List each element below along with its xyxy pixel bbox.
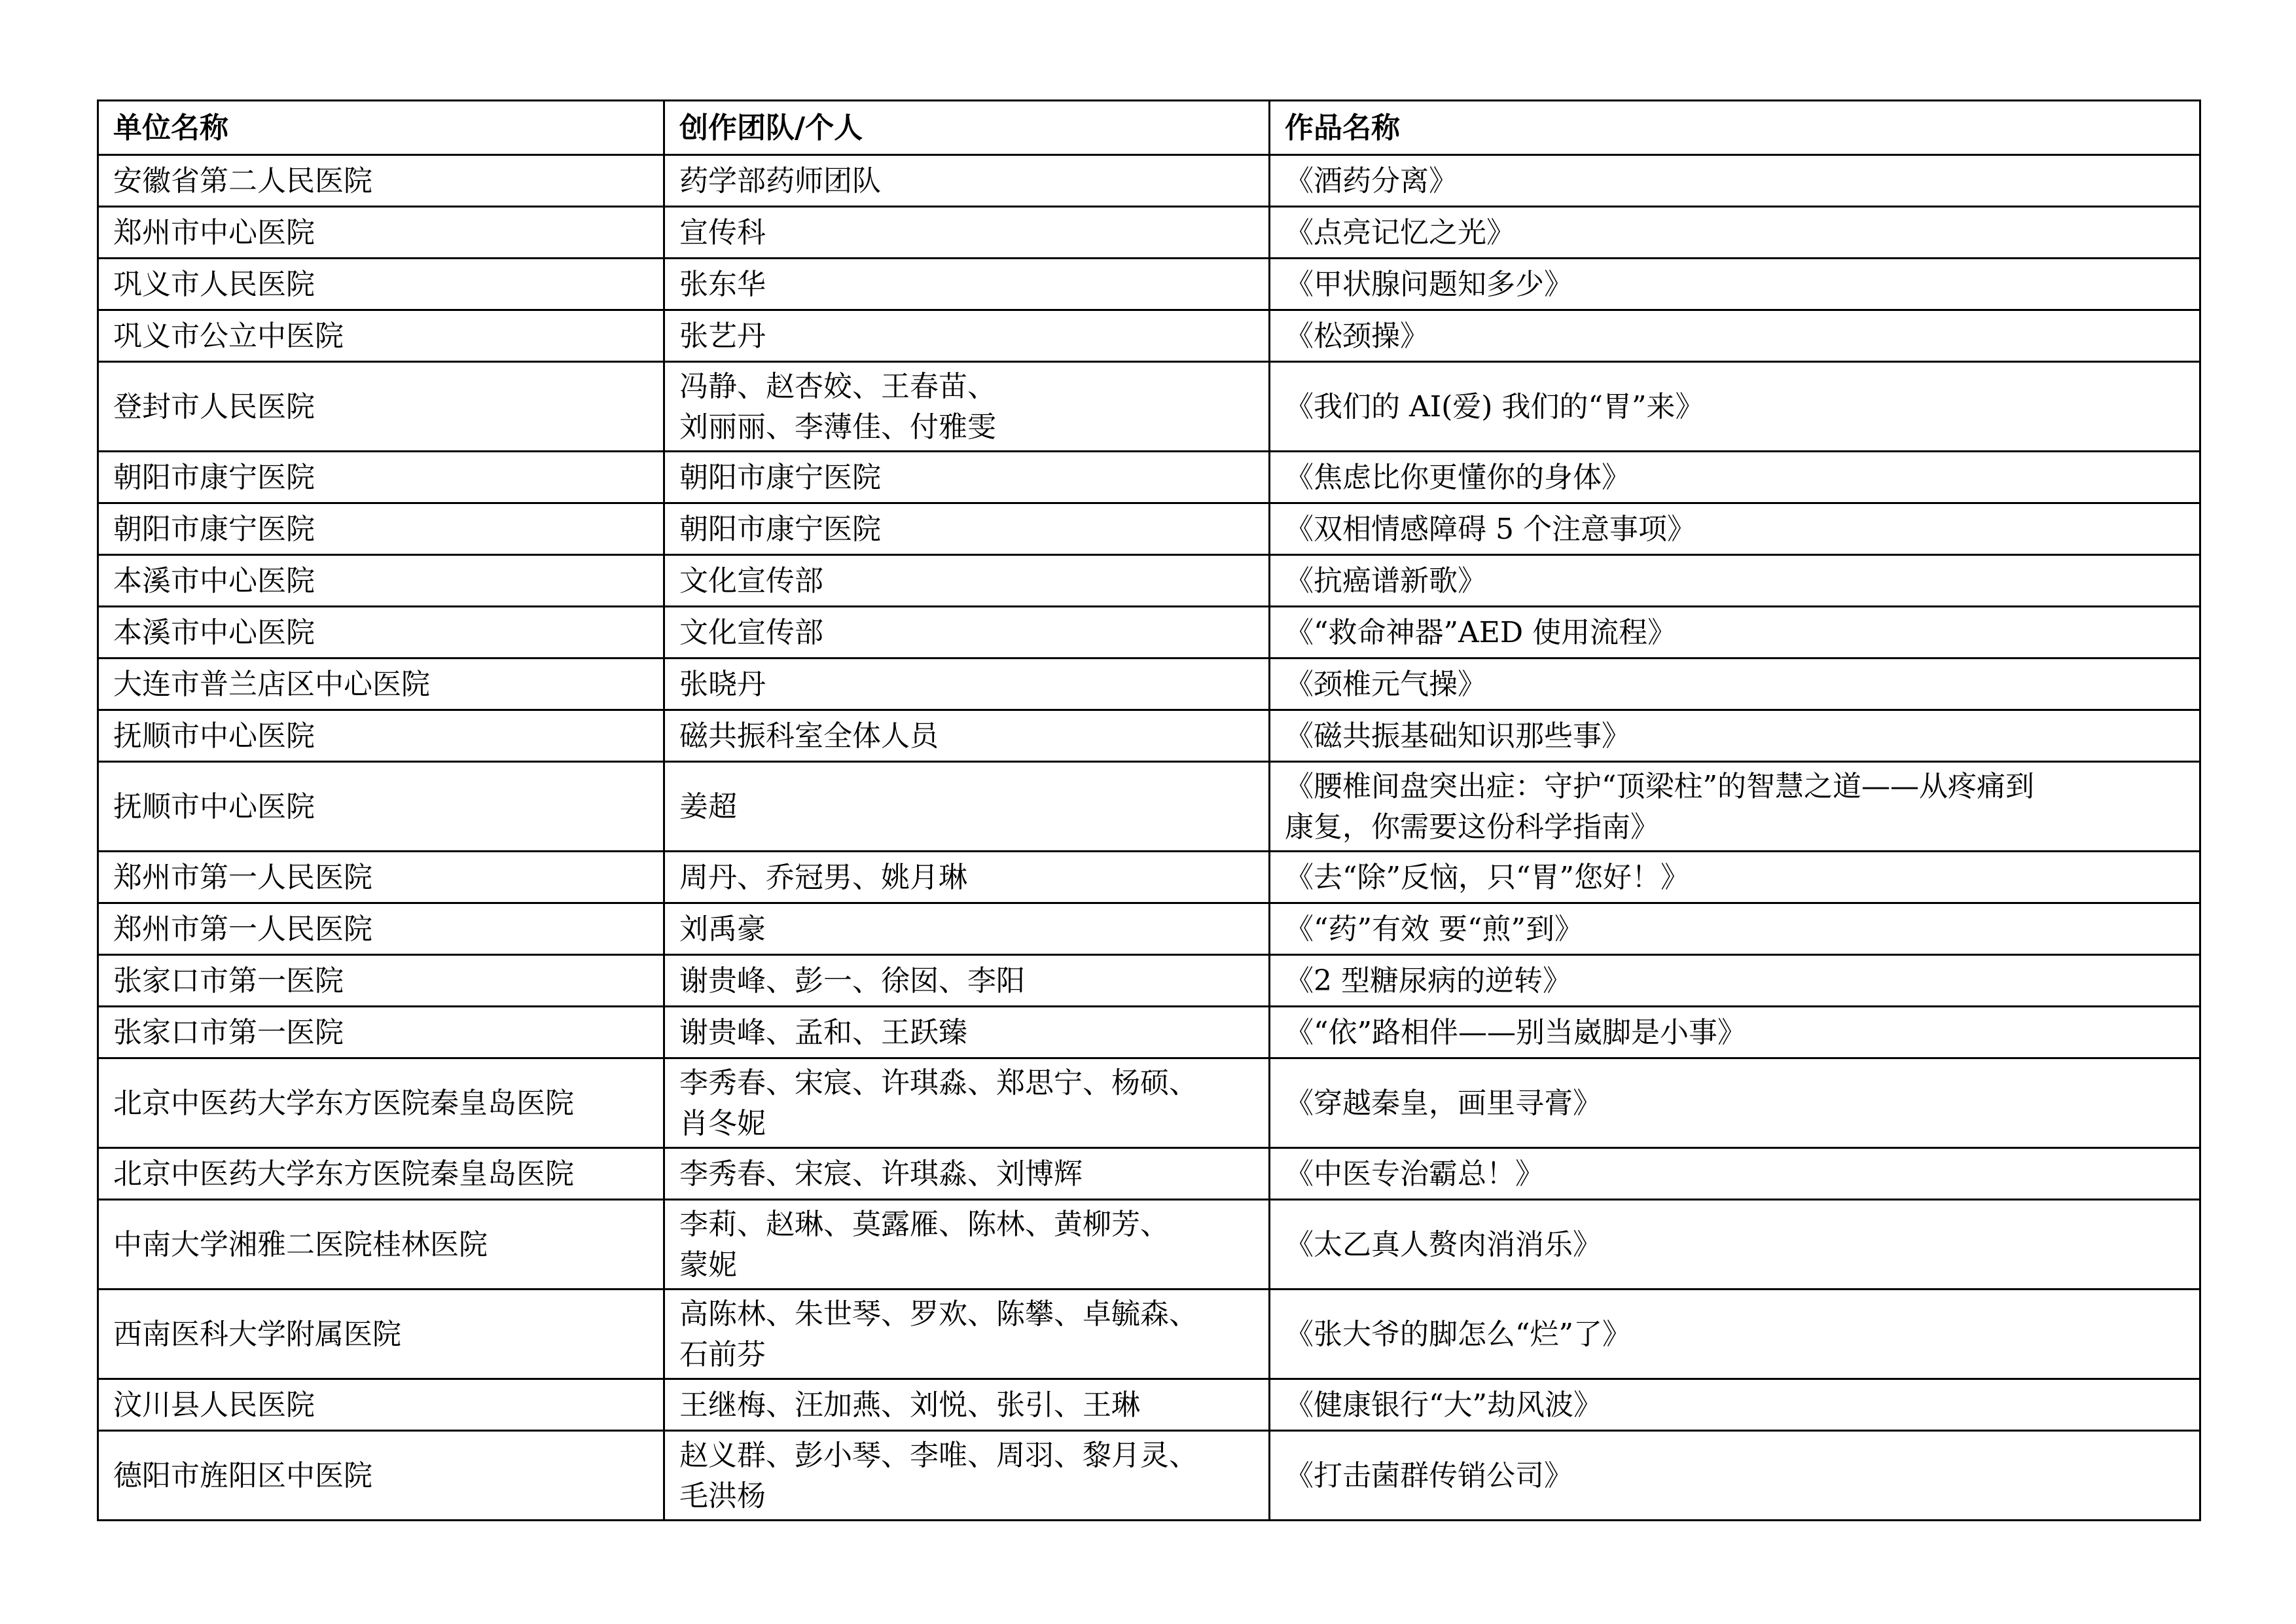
cell-unit-name: 德阳市旌阳区中医院	[98, 1431, 664, 1521]
cell-creator: 赵义群、彭小琴、李唯、周羽、黎月灵、 毛洪杨	[664, 1431, 1270, 1521]
table-row	[98, 503, 2200, 555]
header-work-title: 作品名称	[1270, 101, 2200, 155]
table-row	[98, 955, 2200, 1007]
cell-creator: 李秀春、宋宸、许琪淼、刘博辉	[664, 1148, 1270, 1200]
table-row	[98, 1200, 2200, 1290]
cell-unit-name: 郑州市第一人民医院	[98, 903, 664, 955]
cell-unit-name: 安徽省第二人民医院	[98, 155, 664, 207]
table-row	[98, 852, 2200, 903]
table-row	[98, 362, 2200, 452]
cell-creator: 高陈林、朱世琴、罗欢、陈攀、卓毓森、 石前芬	[664, 1290, 1270, 1379]
cell-unit-name: 张家口市第一医院	[98, 1007, 664, 1058]
cell-work-title: 《松颈操》	[1270, 310, 2200, 362]
table-row	[98, 903, 2200, 955]
cell-creator: 冯静、赵杏姣、王春苗、 刘丽丽、李薄佳、付雅雯	[664, 362, 1270, 452]
cell-work-title: 《颈椎元气操》	[1270, 659, 2200, 710]
table-row	[98, 607, 2200, 659]
cell-creator: 谢贵峰、彭一、徐囡、李阳	[664, 955, 1270, 1007]
cell-unit-name: 西南医科大学附属医院	[98, 1290, 664, 1379]
cell-unit-name: 大连市普兰店区中心医院	[98, 659, 664, 710]
table-row	[98, 452, 2200, 503]
table-header-row	[98, 101, 2200, 155]
table-row	[98, 710, 2200, 762]
table-row	[98, 259, 2200, 310]
table-row	[98, 1290, 2200, 1379]
table-row	[98, 555, 2200, 607]
cell-unit-name: 朝阳市康宁医院	[98, 503, 664, 555]
cell-work-title: 《“依”路相伴——别当崴脚是小事》	[1270, 1007, 2200, 1058]
cell-creator: 朝阳市康宁医院	[664, 452, 1270, 503]
cell-creator: 药学部药师团队	[664, 155, 1270, 207]
cell-creator: 磁共振科室全体人员	[664, 710, 1270, 762]
cell-unit-name: 巩义市公立中医院	[98, 310, 664, 362]
cell-work-title: 《穿越秦皇，画里寻膏》	[1270, 1058, 2200, 1148]
cell-work-title: 《双相情感障碍 5 个注意事项》	[1270, 503, 2200, 555]
cell-creator: 宣传科	[664, 207, 1270, 259]
table-row	[98, 207, 2200, 259]
table-row	[98, 762, 2200, 852]
table-row	[98, 1148, 2200, 1200]
cell-work-title: 《中医专治霸总！》	[1270, 1148, 2200, 1200]
cell-unit-name: 郑州市中心医院	[98, 207, 664, 259]
table-row	[98, 155, 2200, 207]
table-body	[98, 155, 2200, 1521]
cell-unit-name: 汶川县人民医院	[98, 1379, 664, 1431]
table-row	[98, 1007, 2200, 1058]
cell-work-title: 《张大爷的脚怎么“烂”了》	[1270, 1290, 2200, 1379]
cell-creator: 李莉、赵琳、莫露雁、陈林、黄柳芳、 蒙妮	[664, 1200, 1270, 1290]
cell-creator: 姜超	[664, 762, 1270, 852]
cell-unit-name: 张家口市第一医院	[98, 955, 664, 1007]
cell-work-title: 《我们的 AI(爱) 我们的“胃”来》	[1270, 362, 2200, 452]
cell-creator: 张东华	[664, 259, 1270, 310]
cell-work-title: 《抗癌谱新歌》	[1270, 555, 2200, 607]
cell-work-title: 《太乙真人赘肉消消乐》	[1270, 1200, 2200, 1290]
cell-unit-name: 巩义市人民医院	[98, 259, 664, 310]
cell-work-title: 《健康银行“大”劫风波》	[1270, 1379, 2200, 1431]
cell-unit-name: 北京中医药大学东方医院秦皇岛医院	[98, 1148, 664, 1200]
table-row	[98, 310, 2200, 362]
cell-unit-name: 本溪市中心医院	[98, 607, 664, 659]
table-row	[98, 1058, 2200, 1148]
cell-unit-name: 朝阳市康宁医院	[98, 452, 664, 503]
cell-work-title: 《点亮记忆之光》	[1270, 207, 2200, 259]
cell-unit-name: 北京中医药大学东方医院秦皇岛医院	[98, 1058, 664, 1148]
cell-work-title: 《甲状腺问题知多少》	[1270, 259, 2200, 310]
table-row	[98, 1379, 2200, 1431]
document-table-container	[97, 99, 2199, 1521]
cell-creator: 谢贵峰、孟和、王跃臻	[664, 1007, 1270, 1058]
header-unit-name: 单位名称	[98, 101, 664, 155]
cell-creator: 王继梅、汪加燕、刘悦、张引、王琳	[664, 1379, 1270, 1431]
cell-unit-name: 抚顺市中心医院	[98, 710, 664, 762]
cell-work-title: 《磁共振基础知识那些事》	[1270, 710, 2200, 762]
cell-creator: 周丹、乔冠男、姚月琳	[664, 852, 1270, 903]
cell-unit-name: 郑州市第一人民医院	[98, 852, 664, 903]
cell-work-title: 《打击菌群传销公司》	[1270, 1431, 2200, 1521]
cell-creator: 李秀春、宋宸、许琪淼、郑思宁、杨硕、 肖冬妮	[664, 1058, 1270, 1148]
cell-creator: 文化宣传部	[664, 607, 1270, 659]
cell-work-title: 《腰椎间盘突出症：守护“顶梁柱”的智慧之道——从疼痛到 康复，你需要这份科学指南》	[1270, 762, 2200, 852]
table-row	[98, 659, 2200, 710]
cell-unit-name: 本溪市中心医院	[98, 555, 664, 607]
cell-unit-name: 中南大学湘雅二医院桂林医院	[98, 1200, 664, 1290]
cell-work-title: 《去“除”反恼，只“胃”您好！》	[1270, 852, 2200, 903]
cell-creator: 文化宣传部	[664, 555, 1270, 607]
cell-work-title: 《“药”有效 要“煎”到》	[1270, 903, 2200, 955]
header-creator: 创作团队/个人	[664, 101, 1270, 155]
table-row	[98, 1431, 2200, 1521]
cell-creator: 朝阳市康宁医院	[664, 503, 1270, 555]
cell-creator: 张晓丹	[664, 659, 1270, 710]
cell-work-title: 《“救命神器”AED 使用流程》	[1270, 607, 2200, 659]
cell-work-title: 《焦虑比你更懂你的身体》	[1270, 452, 2200, 503]
works-table	[97, 99, 2201, 1521]
cell-creator: 刘禹豪	[664, 903, 1270, 955]
cell-work-title: 《酒药分离》	[1270, 155, 2200, 207]
cell-creator: 张艺丹	[664, 310, 1270, 362]
cell-work-title: 《2 型糖尿病的逆转》	[1270, 955, 2200, 1007]
cell-unit-name: 登封市人民医院	[98, 362, 664, 452]
cell-unit-name: 抚顺市中心医院	[98, 762, 664, 852]
